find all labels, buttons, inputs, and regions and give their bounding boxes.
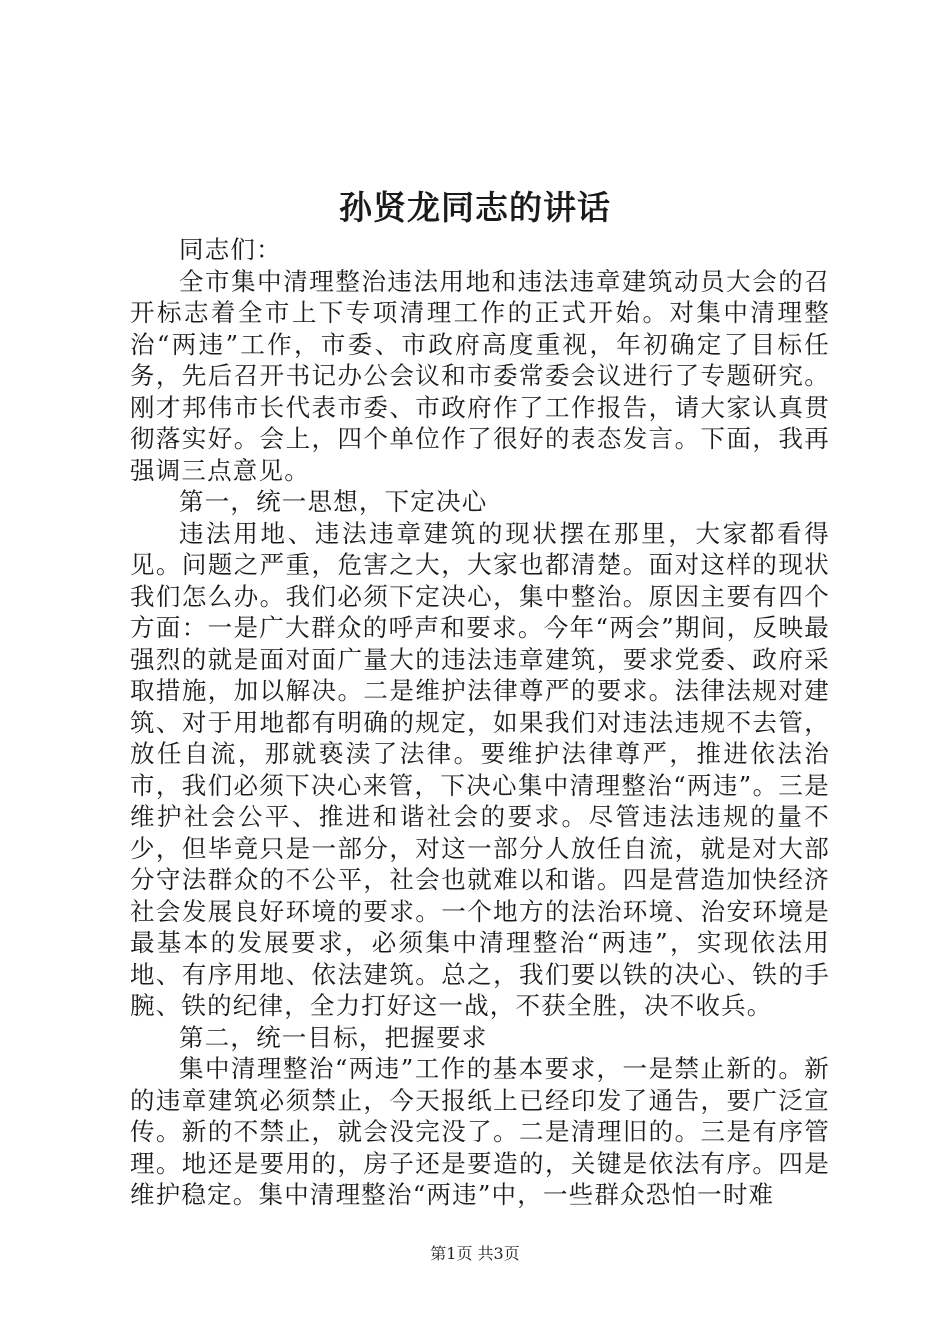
document-title: 孙贤龙同志的讲话 (339, 188, 611, 227)
intro-paragraph: 全市集中清理整治违法用地和违法违章建筑动员大会的召开标志着全市上下专项清理工作的正式开始。对集中清理整治“两违”工作，市委、市政府高度重视，年初确定了目标任务，先后召开书记办公会议和市委常委会议进行了专题研究。刚才邦伟市长代表市委、市政府作了工作报告，请大家认真贯彻落实好。会上，四个单位作了很好的表态发言。下面，我再强调三点意见。 (130, 266, 830, 485)
salutation-paragraph: 同志们： (179, 235, 282, 264)
page-number-footer: 第1页 共3页 (430, 1244, 520, 1263)
document-body (130, 234, 830, 1211)
section-heading-1: 第一，统一思想，下定决心 (179, 487, 488, 516)
section-heading-2: 第二，统一目标，把握要求 (179, 1022, 488, 1052)
section-1-paragraph: 违法用地、违法违章建筑的现状摆在那里，大家都看得见。问题之严重，危害之大，大家也都清楚。面对这样的现状我们怎么办。我们必须下定决心，集中整治。原因主要有四个方面：一是广大群众的呼声和要求。今年“两会”期间，反映最强烈的就是面对面广量大的违法违章建筑，要求党委、政府采取措施，加以解决。二是维护法律尊严的要求。法律法规对建筑、对于用地都有明确的规定，如果我们对违法违规不去管，放任自流，那就亵渎了法律。要维护法律尊严，推进依法治市，我们必须下决心来管，下决心集中清理整治“两违”。三是维护社会公平、推进和谐社会的要求。尽管违法违规的量不少，但毕竟只是一部分，对这一部分人放任自流，就是对大部分守法群众的不公平，社会也就难以和谐。四是营造加快经济社会发展良好环境的要求。一个地方的法治环境、治安环境是最基本的发展要求，必须集中清理整治“两违”，实现依法用地、有序用地、依法建筑。总之，我们要以铁的决心、铁的手腕、铁的纪律，全力打好这一战，不获全胜，决不收兵。 (130, 518, 830, 1020)
section-2-paragraph: 集中清理整治“两违”工作的基本要求，一是禁止新的。新的违章建筑必须禁止，今天报纸上已经印发了通告，要广泛宣传。新的不禁止，就会没完没了。二是清理旧的。三是有序管理。地还是要用的，房子还是要造的，关键是依法有序。四是维护稳定。集中清理整治“两违”中，一些群众恐怕一时难 (130, 1054, 830, 1209)
